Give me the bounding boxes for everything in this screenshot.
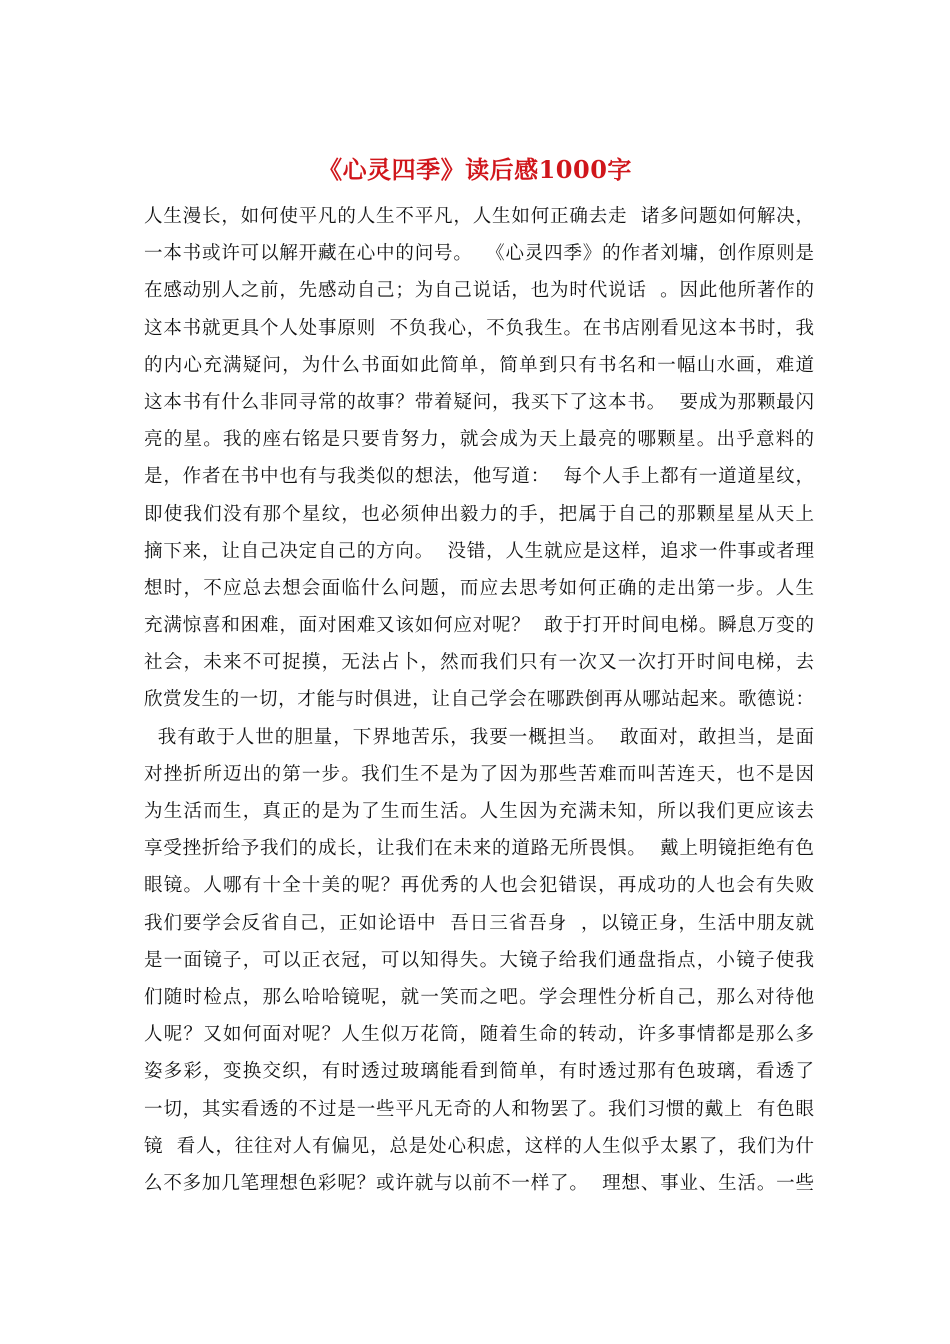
body-line: 人生漫长，如何使平凡的人生不平凡，人生如何正确去走 诸多问题如何解决，	[144, 206, 814, 227]
body-line: 想时，不应总去想会面临什么问题，而应去思考如何正确的走出第一步。人生	[144, 577, 814, 599]
body-line: 一切，其实看透的不过是一些平凡无奇的人和物罢了。我们习惯的戴上 有色眼	[144, 1098, 814, 1120]
body-line: 社会，未来不可捉摸，无法占卜，然而我们只有一次又一次打开时间电梯，去	[144, 652, 814, 674]
body-line: 是，作者在书中也有与我类似的想法，他写道： 每个人手上都有一道道星纹，	[144, 466, 814, 488]
body-line: 这本书就更具个人处事原则 不负我心，不负我生。在书店刚看见这本书时，我	[144, 317, 814, 339]
body-line: 姿多彩，变换交织，有时透过玻璃能看到简单，有时透过那有色玻璃，看透了	[144, 1061, 814, 1083]
body-line: 即使我们没有那个星纹，也必须伸出毅力的手，把属于自己的那颗星星从天上	[144, 503, 814, 525]
document-title: 《心灵四季》读后感1000字	[318, 155, 632, 184]
body-line: 一本书或许可以解开藏在心中的问号。 《心灵四季》的作者刘墉，创作原则是	[144, 243, 814, 265]
body-line: 镜 看人，往往对人有偏见，总是处心积虑，这样的人生似乎太累了，我们为什	[144, 1135, 814, 1157]
body-line: 是一面镜子，可以正衣冠，可以知得失。大镜子给我们通盘指点，小镜子使我	[144, 949, 814, 971]
body-line: 摘下来，让自己决定自己的方向。 没错，人生就应是这样，追求一件事或者理	[144, 540, 814, 562]
body-line: 我们要学会反省自己，正如论语中 吾日三省吾身 ，以镜正身，生活中朋友就	[144, 912, 814, 934]
body-line: 么不多加几笔理想色彩呢？或许就与以前不一样了。 理想、事业、生活。一些	[144, 1172, 814, 1194]
body-line: 眼镜。人哪有十全十美的呢？再优秀的人也会犯错误，再成功的人也会有失败	[144, 875, 814, 897]
body-line: 欣赏发生的一切，才能与时俱进，让自己学会在哪跌倒再从哪站起来。歌德说：	[144, 689, 814, 711]
body-line: 亮的星。我的座右铭是只要肯努力，就会成为天上最亮的哪颗星。出乎意料的	[144, 429, 814, 451]
body-line: 我有敢于人世的胆量，下界地苦乐，我要一概担当。 敢面对，敢担当，是面	[144, 726, 814, 748]
body-line: 享受挫折给予我们的成长，让我们在未来的道路无所畏惧。 戴上明镜拒绝有色	[144, 838, 814, 860]
body-line: 为生活而生，真正的是为了生而生活。人生因为充满未知，所以我们更应该去	[144, 801, 814, 822]
body-line: 们随时检点，那么哈哈镜呢，就一笑而之吧。学会理性分析自己，那么对待他	[144, 986, 814, 1008]
body-line: 充满惊喜和困难，面对困难又该如何应对呢？ 敢于打开时间电梯。瞬息万变的	[144, 615, 814, 637]
body-line: 的内心充满疑问，为什么书面如此简单，简单到只有书名和一幅山水画，难道	[144, 354, 814, 376]
document-body	[144, 198, 814, 1202]
body-line: 这本书有什么非同寻常的故事？带着疑问，我买下了这本书。 要成为那颗最闪	[144, 391, 814, 413]
body-line: 人呢？又如何面对呢？人生似万花筒，随着生命的转动，许多事情都是那么多	[144, 1024, 814, 1046]
body-line: 对挫折所迈出的第一步。我们生不是为了因为那些苦难而叫苦连天，也不是因	[144, 763, 814, 785]
body-line: 在感动别人之前，先感动自己；为自己说话，也为时代说话 。因此他所著作的	[144, 280, 814, 302]
